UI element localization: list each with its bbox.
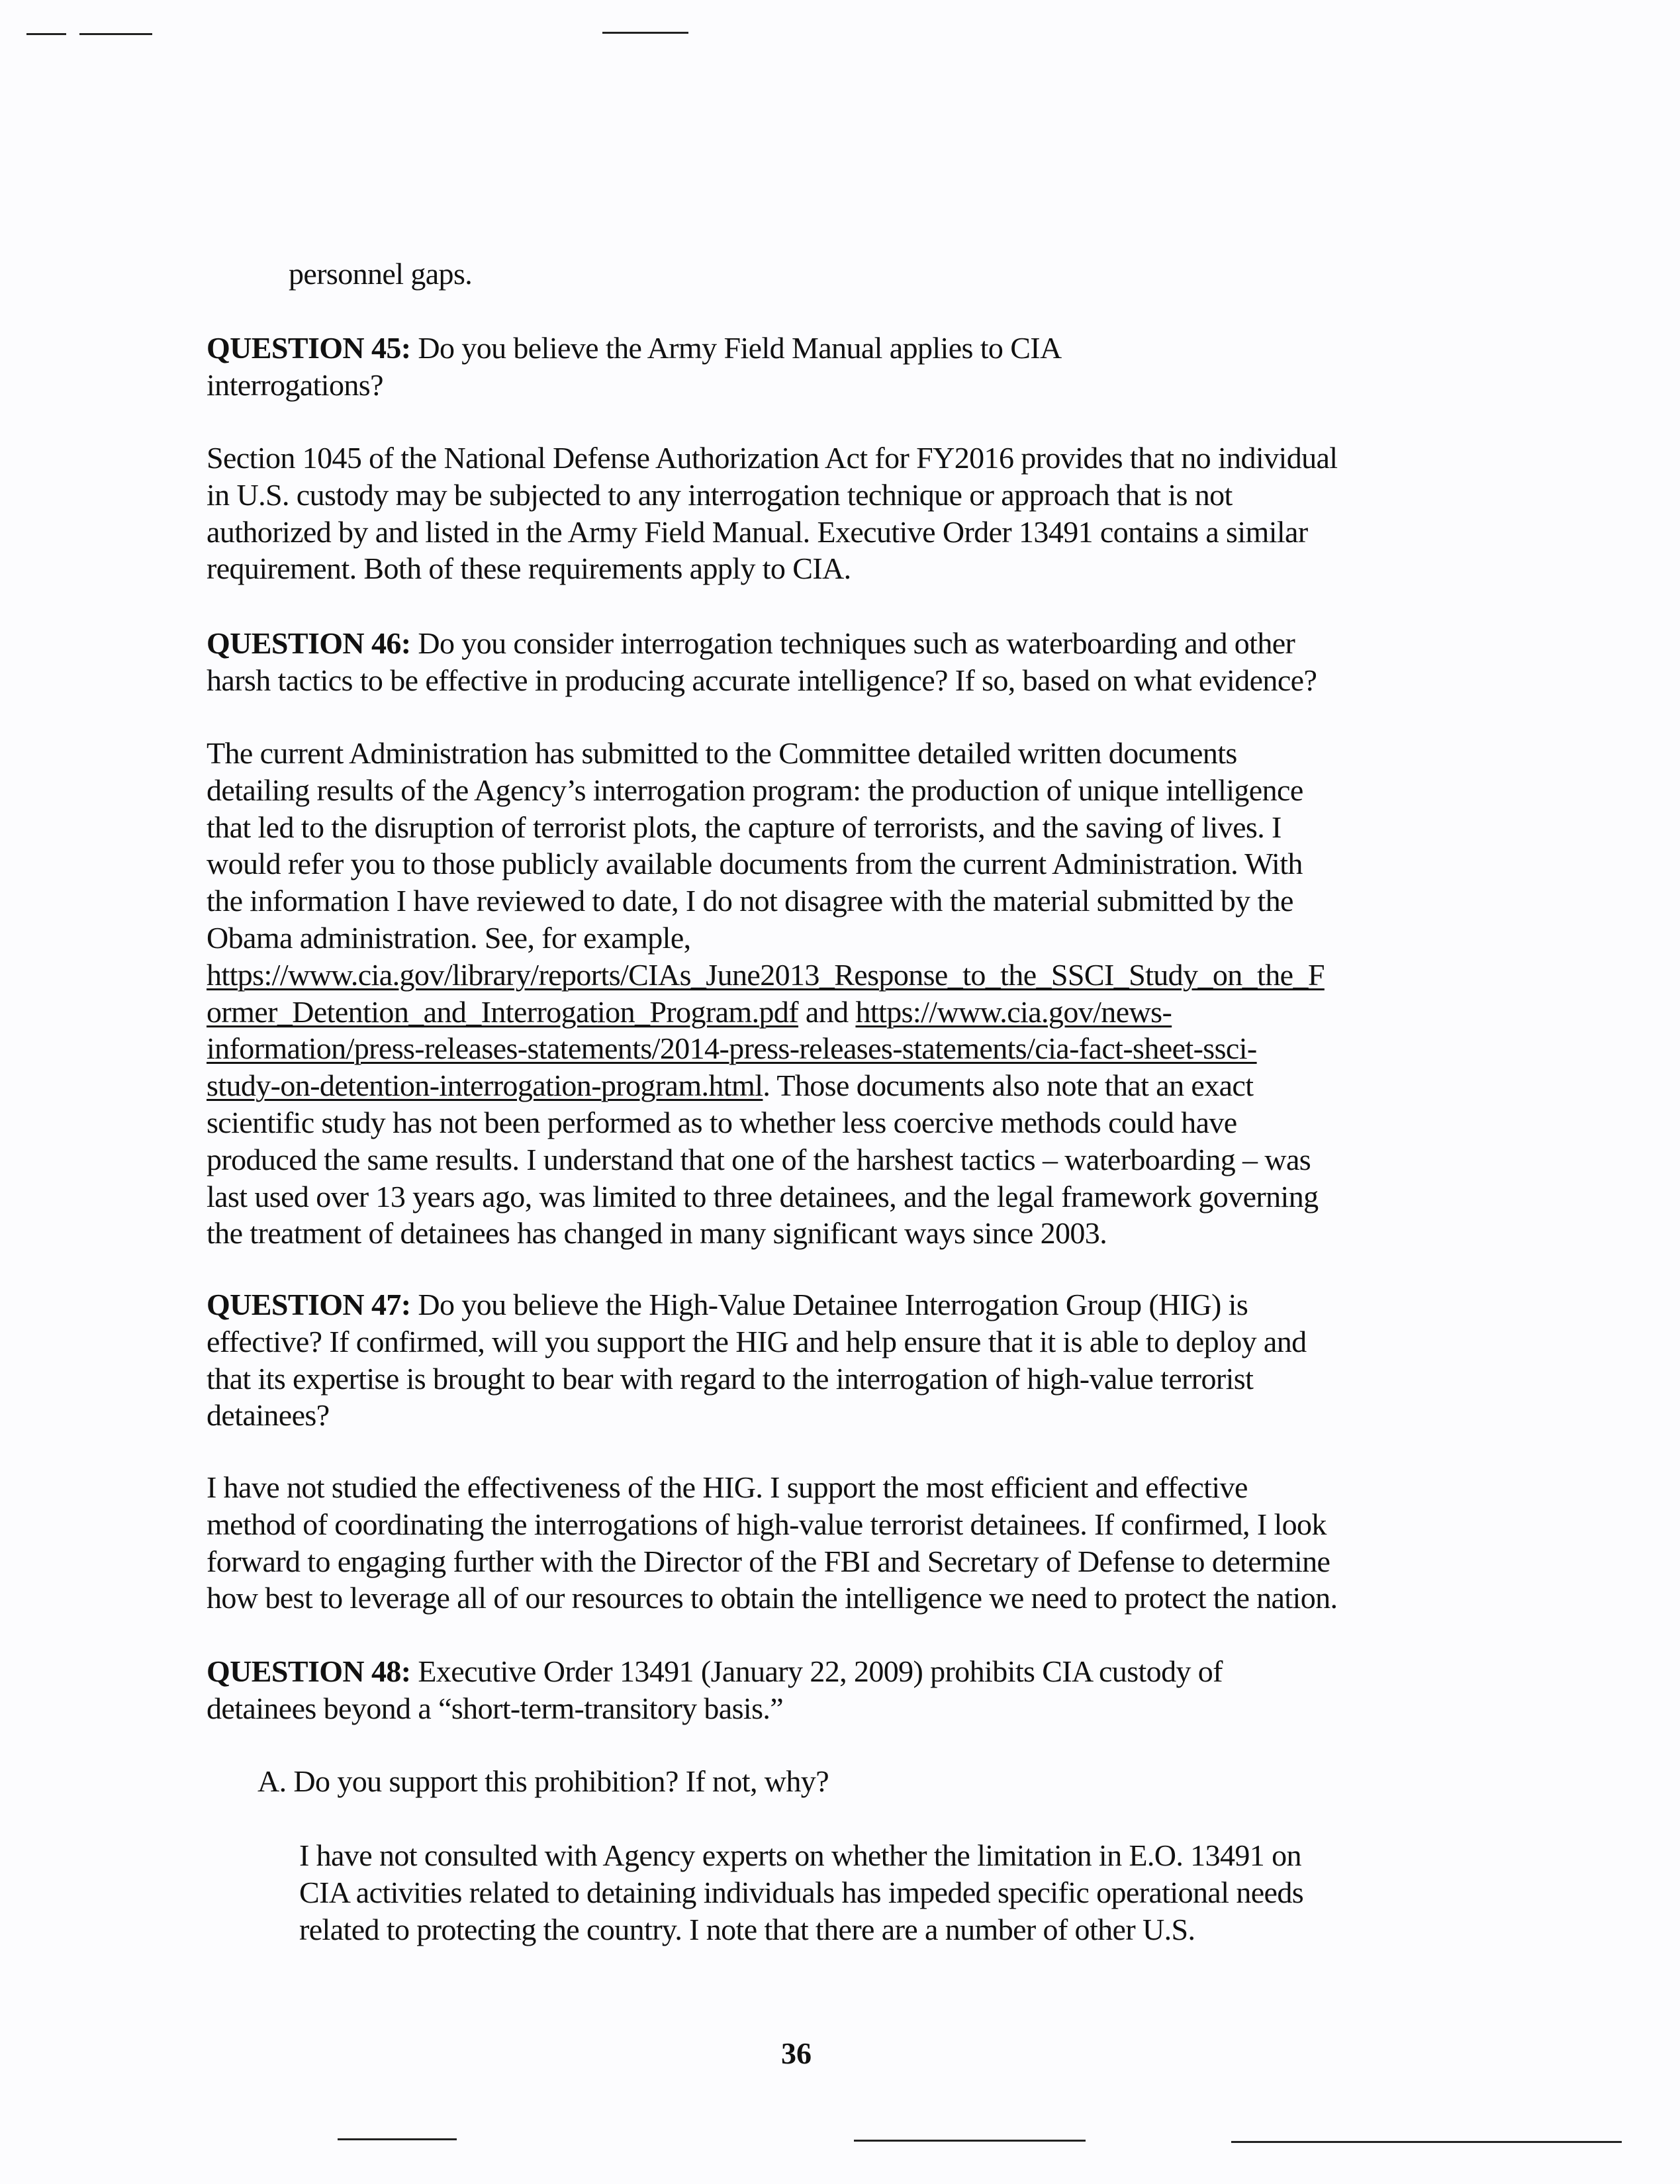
text-line (207, 1067, 1325, 1104)
text-line (207, 882, 1325, 920)
text-line (207, 994, 1325, 1031)
url-link[interactable]: ormer_Detention_and_Interrogation_Program.pdf (207, 994, 799, 1029)
text-segment: related to protecting the country. I note that there are a number of other U.S. (299, 1912, 1195, 1946)
text-segment: the treatment of detainees has changed in many significant ways since 2003. (207, 1216, 1107, 1251)
text-segment: I have not studied the effectiveness of the HIG. I support the most efficient and effective (207, 1470, 1248, 1504)
answer-48a (299, 1837, 1303, 1948)
text-line (207, 809, 1325, 846)
text-line (207, 1178, 1325, 1215)
text-line (207, 1030, 1325, 1067)
scan-artifact (602, 32, 688, 34)
text-line (207, 550, 1338, 587)
text-line (207, 1543, 1337, 1580)
answer-45 (207, 440, 1338, 587)
continuation-text (289, 256, 472, 293)
text-segment: the information I have reviewed to date, I do not disagree with the material submitted by the (207, 884, 1293, 918)
text-line (207, 477, 1338, 514)
text-line (207, 1653, 1223, 1690)
text-line (299, 1837, 1303, 1874)
scan-artifact (79, 33, 152, 35)
scan-artifact (1231, 2141, 1622, 2143)
text-segment: The current Administration has submitted to the Committee detailed written documents (207, 736, 1237, 770)
text-line (207, 514, 1338, 551)
text-segment: requirement. Both of these requirements apply to CIA. (207, 551, 851, 586)
text-segment: Obama administration. See, for example, (207, 920, 691, 955)
text-line (207, 735, 1325, 772)
text-line (207, 1506, 1337, 1543)
question-48 (207, 1653, 1223, 1727)
text-segment: that its expertise is brought to bear with regard to the interrogation of high-value terrorist (207, 1361, 1254, 1396)
text-line (299, 1874, 1303, 1911)
scan-artifact (338, 2138, 457, 2140)
question-47 (207, 1286, 1307, 1434)
text-segment: scientific study has not been performed as to whether less coercive methods could have (207, 1105, 1237, 1139)
question-label: QUESTION 48: (207, 1654, 411, 1688)
page-number: 36 (781, 2036, 812, 2070)
question-label: QUESTION 47: (207, 1288, 411, 1321)
text-segment: interrogations? (207, 367, 383, 402)
text-segment: harsh tactics to be effective in producing accurate intelligence? If so, based on what evidence? (207, 663, 1317, 697)
question-48a (257, 1763, 829, 1800)
text-segment: detainees beyond a “short-term-transitory basis.” (207, 1691, 784, 1725)
text-line (207, 920, 1325, 957)
url-link[interactable]: https://www.cia.gov/news- (855, 994, 1172, 1029)
question-46 (207, 625, 1317, 699)
question-label: QUESTION 46: (207, 626, 411, 660)
text-line (207, 1580, 1337, 1617)
text-line (207, 1104, 1325, 1141)
text-segment: CIA activities related to detaining individuals has impeded specific operational needs (299, 1875, 1304, 1909)
text-segment: effective? If confirmed, will you support the HIG and help ensure that it is able to deploy and (207, 1324, 1307, 1358)
text-line (207, 367, 1062, 404)
text-segment: A. Do you support this prohibition? If not, why? (257, 1764, 829, 1798)
text-line (207, 1690, 1223, 1727)
text-segment: how best to leverage all of our resources to obtain the intelligence we need to protect the nation. (207, 1581, 1338, 1615)
scan-artifact (854, 2140, 1086, 2142)
text-line (207, 1397, 1307, 1434)
text-segment: authorized by and listed in the Army Field Manual. Executive Order 13491 contains a similar (207, 514, 1308, 549)
text-segment: . Those documents also note that an exact (763, 1068, 1254, 1103)
text-line (207, 330, 1062, 367)
text-segment: last used over 13 years ago, was limited to three detainees, and the legal framework governing (207, 1179, 1319, 1213)
text-line (207, 1286, 1307, 1323)
text-segment: detailing results of the Agency’s interrogation program: the production of unique intelligence (207, 773, 1303, 807)
url-link[interactable]: https://www.cia.gov/library/reports/CIAs_June2013_Response_to_the_SSCI_Study_on_the_F (207, 957, 1325, 992)
text-line (207, 1215, 1325, 1252)
text-segment: detainees? (207, 1398, 330, 1433)
answer-46 (207, 735, 1325, 1252)
url-link[interactable]: information/press-releases-statements/2014-press-releases-statements/cia-fact-sheet-ssci- (207, 1031, 1257, 1066)
text-line (299, 1911, 1303, 1948)
text-segment: I have not consulted with Agency experts on whether the limitation in E.O. 13491 on (299, 1838, 1301, 1872)
text-line (257, 1763, 829, 1800)
text-line (207, 845, 1325, 882)
scan-artifact (26, 33, 66, 35)
text-line (207, 1323, 1307, 1360)
text-line (207, 625, 1317, 662)
text-line (207, 1469, 1337, 1506)
text-segment: method of coordinating the interrogations of high-value terrorist detainees. If confirmed, I look (207, 1507, 1327, 1541)
text-line (207, 957, 1325, 994)
text-segment: Section 1045 of the National Defense Authorization Act for FY2016 provides that no individual (207, 441, 1338, 475)
text-line (207, 440, 1338, 477)
question-45 (207, 330, 1062, 404)
text-segment: Do you consider interrogation techniques such as waterboarding and other (410, 626, 1295, 660)
question-label: QUESTION 45: (207, 331, 411, 365)
text-segment: that led to the disruption of terrorist plots, the capture of terrorists, and the saving of lives. I (207, 810, 1282, 844)
text-line (207, 1360, 1307, 1398)
text-line (207, 662, 1317, 699)
text-segment: would refer you to those publicly available documents from the current Administration. With (207, 847, 1303, 881)
text-segment: Do you believe the Army Field Manual applies to CIA (410, 331, 1062, 365)
text-segment: in U.S. custody may be subjected to any interrogation technique or approach that is not (207, 477, 1233, 512)
text-line (289, 256, 472, 293)
answer-47 (207, 1469, 1337, 1617)
text-segment: Executive Order 13491 (January 22, 2009) prohibits CIA custody of (410, 1654, 1223, 1688)
text-segment: forward to engaging further with the Director of the FBI and Secretary of Defense to determine (207, 1544, 1330, 1578)
text-segment: personnel gaps. (289, 257, 473, 291)
text-segment: Do you believe the High-Value Detainee Interrogation Group (HIG) is (410, 1288, 1248, 1321)
text-line (207, 772, 1325, 809)
url-link[interactable]: study-on-detention-interrogation-program.html (207, 1068, 763, 1103)
text-line (207, 1141, 1325, 1178)
text-segment: and (798, 994, 856, 1029)
text-segment: produced the same results. I understand that one of the harshest tactics – waterboarding – was (207, 1142, 1311, 1176)
